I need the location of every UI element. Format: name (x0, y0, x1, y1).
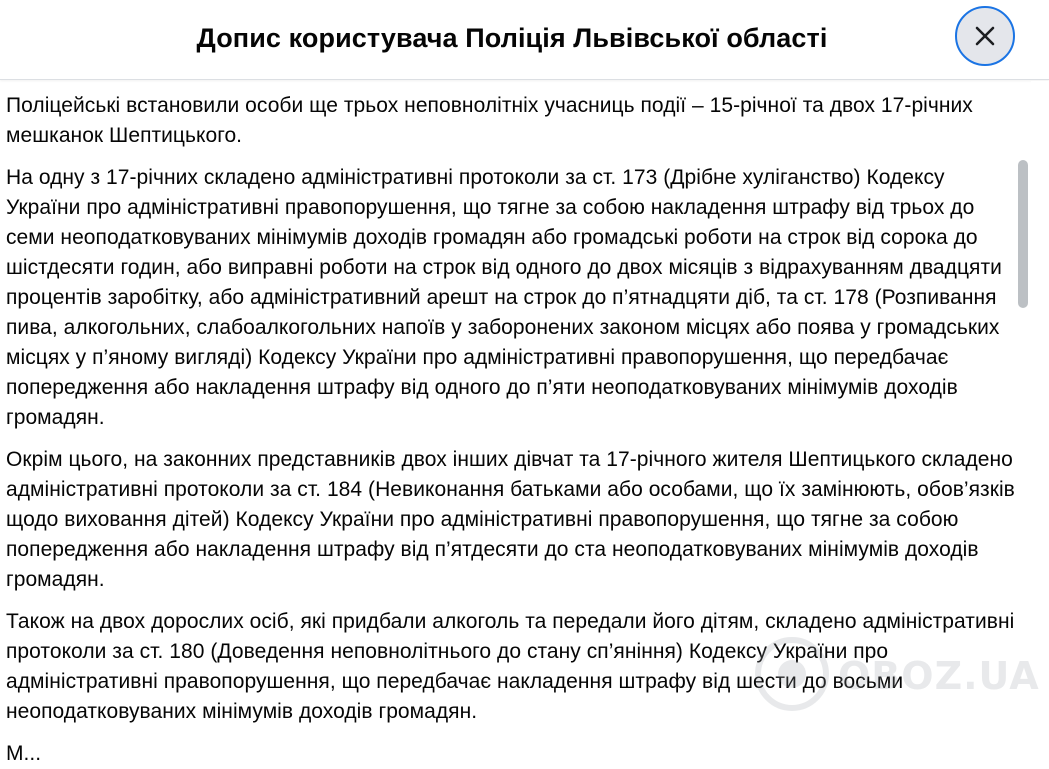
scrollbar-thumb[interactable] (1018, 160, 1028, 308)
close-button[interactable] (955, 6, 1015, 66)
post-paragraph: Окрім цього, на законних представників двох інших дівчат та 17-річного жителя Шептицького складено адміністративні протоколи за ст. 184 (Невиконання батьками або особами, що їх замінюють, обов’язків щодо виховання дітей) Кодексу України про адміністративні правопорушення, що тягне за собою попередження або накладення штрафу від п’ятдесяти до ста неоподатковуваних мінімумів доходів громадян. (6, 448, 1015, 591)
post-paragraph: М... (6, 742, 42, 765)
close-icon (972, 23, 998, 49)
post-content[interactable] (0, 81, 1030, 765)
post-paragraph: Також на двох дорослих осіб, які придбали алкоголь та передали його дітям, складено адміністративні протоколи за ст. 180 (Доведення неповнолітнього до стану сп’яніння) Кодексу України про адміністративні правопорушення, що передбачає накладення штрафу від шести до восьми неоподатковуваних мінімумів доходів громадян. (6, 610, 1015, 723)
post-text (0, 81, 1030, 769)
post-paragraph: На одну з 17-річних складено адміністративні протоколи за ст. 173 (Дрібне хуліганство) Кодексу України про адміністративні правопорушення, що тягне за собою накладення штрафу від трьох до семи неоподатковуваних мінімумів доходів громадян або громадські роботи на строк від сорока до шістдесяти годин, або виправні роботи на строк від одного до двох місяців з відрахуванням двадцяти процентів заробітку, або адміністративний арешт на строк до п’ятнадцяти діб, та ст. 178 (Розпивання пива, алкогольних, слабоалкогольних напоїв у заборонених законом місцях або поява у громадських місцях у п’яному вигляді) Кодексу України про адміністративні правопорушення, що передбачає попередження або накладення штрафу від одного до п’яти неоподатковуваних мінімумів доходів громадян. (6, 166, 1002, 429)
dialog-header (0, 0, 1049, 80)
scrollbar-track[interactable] (1031, 81, 1049, 745)
post-paragraph: Поліцейські встановили особи ще трьох неповнолітніх учасниць події – 15-річної та двох 17-річних мешканок Шептицького. (6, 94, 973, 147)
watermark-text: OBOZ.UA (838, 654, 1040, 698)
dialog-title: Допис користувача Поліція Львівської області (196, 23, 828, 53)
